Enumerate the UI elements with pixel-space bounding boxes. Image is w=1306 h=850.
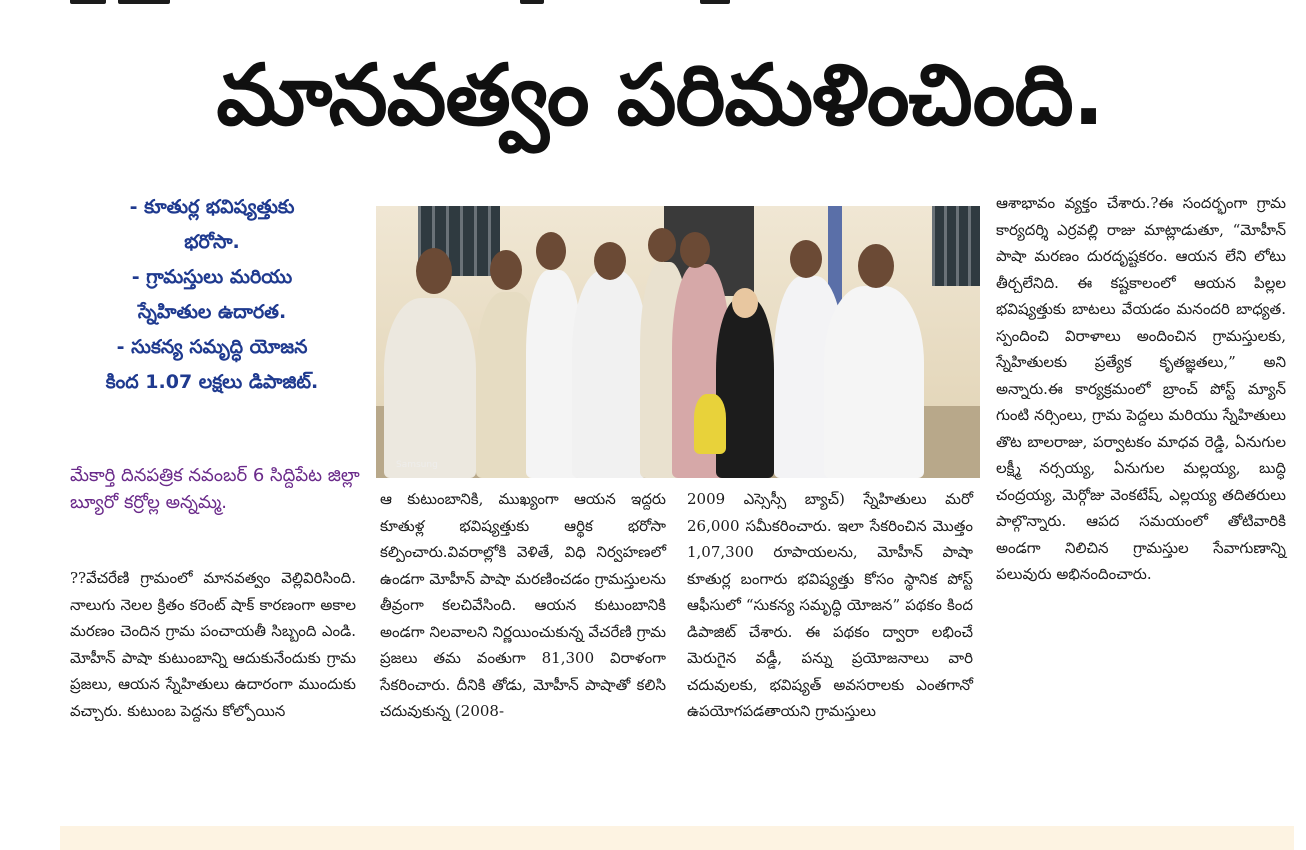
highlight-line: - గ్రామస్తులు మరియు xyxy=(131,266,293,288)
photo-head xyxy=(536,232,566,270)
photo-head xyxy=(594,242,626,280)
highlight-line: - సుకన్య సమృద్ధి యోజన xyxy=(116,336,308,358)
highlights xyxy=(62,190,362,400)
photo-head xyxy=(680,232,710,268)
highlight-line: - కూతుర్ల భవిష్యత్తుకు xyxy=(129,196,295,218)
photo-head xyxy=(416,248,452,294)
photo-head xyxy=(790,240,822,278)
headline: మానవత్వం పరిమళించింది. xyxy=(216,46,1104,144)
article-column-4: ఆశాభావం వ్యక్తం చేశారు.?ఈ సందర్భంగా గ్రామ కార్యదర్శి ఎర్రవల్లి రాజు మాట్లాడుతూ, “మోహీన్ పాషా మరణం దురదృష్టకరం. ఆయన లేని లోటు తీర్చలేనిది. ఈ కష్టకాలంలో ఆయన పిల్లల భవిష్యత్తుకు బాటలు వేయడం మనందరి బాధ్యత. స్పందించి విరాళాలు అందించిన గ్రామస్తులకు, స్నేహితులకు ప్రత్యేక కృతజ్ఞతలు,” అని అన్నారు.ఈ కార్యక్రమంలో బ్రాంచ్ పోస్ట్ మ్యాన్ గుంటి నర్సింలు, గ్రామ పెద్దలు మరియు స్నేహితులు తొట బాలరాజు, పర్వాటకం మాధవ రెడ్డి, ఏనుగుల లక్ష్మీ నర్సయ్య, ఏనుగుల మల్లయ్య, బుద్ధి చంద్రయ్య, మెర్గోజు వెంకటేష్, ఎల్లయ్య తదితరులు పాల్గొన్నారు. ఆపద సమయంలో తోటివారికి అండగా నిలిచిన గ్రామస్తుల సేవాగుణాన్ని పలువురు అభినందించారు. xyxy=(996,194,1286,583)
news-photo xyxy=(376,206,980,478)
article-column-1: ??వేచరేణి గ్రామంలో మానవత్వం వెల్లివిరిసింది. నాలుగు నెలల క్రితం కరెంట్ షాక్ కారణంగా అకాల మరణం చెందిన గ్రామ పంచాయతీ సిబ్బంది ఎండి. మోహీన్ పాషా కుటుంబాన్ని ఆదుకునేందుకు గ్రామ ప్రజలు, ఆయన స్నేహితులు ఉదారంగా ముందుకు వచ్చారు. కుటుంబ పెద్దను కోల్పోయిన xyxy=(70,569,356,720)
photo-head xyxy=(732,288,758,318)
photo-person xyxy=(384,298,476,478)
photo-head xyxy=(648,228,676,262)
photo-head xyxy=(858,244,894,288)
photo-window-right xyxy=(932,206,980,286)
clipped-previous-text xyxy=(0,0,1306,8)
article-column-3: 2009 ఎస్సెస్సీ బ్యాచ్) స్నేహితులు మరో 26,000 సమీకరించారు. ఇలా సేకరించిన మొత్తం 1,07,300 రూపాయలను, మోహీన్ పాషా కూతుర్ల బంగారు భవిష్యత్తు కోసం స్థానిక పోస్ట్ ఆఫీసులో “సుకన్య సమృద్ధి యోజన” పథకం కింద డిపాజిట్ చేశారు. ఈ పథకం ద్వారా లభించే మెరుగైన వడ్డీ, పన్ను ప్రయోజనాలు వారి చదువులకు, భవిష్యత్ అవసరాలకు ఎంతగానో ఉపయోగపడతాయని గ్రామస్తులు xyxy=(687,490,973,720)
photo-person xyxy=(694,394,726,454)
photo-head xyxy=(490,250,522,290)
highlight-line: భరోసా. xyxy=(184,231,240,253)
photo-person xyxy=(824,286,924,478)
highlight-line: కింద 1.07 లక్షలు డిపాజిట్. xyxy=(105,371,319,393)
photo-person xyxy=(572,270,648,478)
bottom-strip xyxy=(60,826,1294,850)
photo-watermark: Samsung xyxy=(396,460,438,470)
article-column-2: ఆ కుటుంబానికి, ముఖ్యంగా ఆయన ఇద్దరు కూతుళ్ల భవిష్యత్తుకు ఆర్థిక భరోసా కల్పించారు.వివరాల్లోకి వెళితే, విధి నిర్వహణలో ఉండగా మోహీన్ పాషా మరణించడం గ్రామస్తులను తీవ్రంగా కలచివేసింది. ఆయన కుటుంబానికి అండగా నిలవాలని నిర్ణయించుకున్న వేచరేణి గ్రామ ప్రజలు తమ వంతుగా 81,300 విరాళంగా సేకరించారు. దీనికి తోడు, మోహీన్ పాషాతో కలిసి చదువుకున్న (2008- xyxy=(380,490,666,720)
highlight-line: స్నేహితుల ఉదారత. xyxy=(137,301,287,323)
byline: మేకార్తి దినపత్రిక నవంబర్ 6 సిద్దిపేట జిల్లా బ్యూరో కర్రోల్ల అన్నమ్మ. xyxy=(70,465,360,513)
